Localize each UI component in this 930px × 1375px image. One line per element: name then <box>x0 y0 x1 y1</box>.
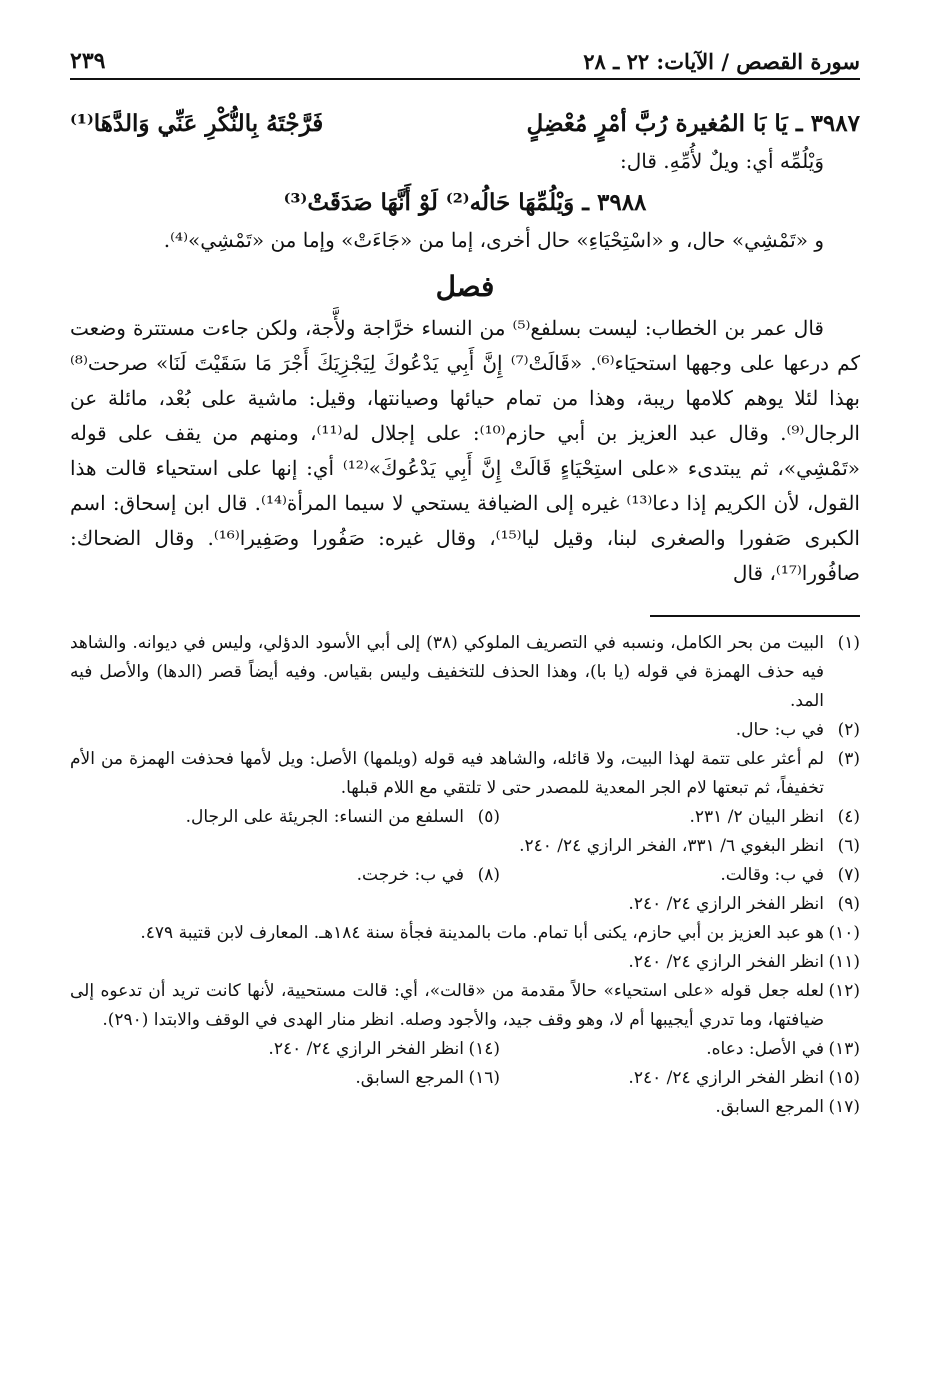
footnote <box>500 1035 860 1064</box>
footnote-number: (٢) <box>837 720 860 740</box>
footnote-text: انظر الفخر الرازي ٢٤/ ٢٤٠. <box>628 1068 824 1088</box>
page <box>70 40 860 1122</box>
page-header <box>70 40 860 80</box>
footnote <box>70 977 860 1035</box>
footnote-text: في ب: وقالت. <box>720 865 824 885</box>
footnote-text: في ب: خرجت. <box>356 865 464 885</box>
verse-3987-first-hemistich: ٣٩٨٧ ـ يَا بَا المُغيرة رُبَّ أمْرٍ مُعْضِلٍ <box>526 110 860 137</box>
footnote <box>70 1093 860 1122</box>
footnote-number: (١٠) <box>828 923 860 943</box>
footnote-pair <box>70 861 860 890</box>
footnote-number: (١٢) <box>828 981 860 1001</box>
footnote <box>70 716 860 745</box>
footnote-number: (١١) <box>828 952 860 972</box>
footnote-text: انظر الفخر الرازي ٢٤/ ٢٤٠. <box>628 952 824 972</box>
footnote-text: انظر الفخر الرازي ٢٤/ ٢٤٠. <box>268 1039 464 1059</box>
footnote <box>70 919 860 948</box>
footnote <box>70 832 860 861</box>
footnote-pair <box>70 803 860 832</box>
footnote <box>70 629 860 716</box>
verse-explanation: وَيْلُمِّه أي: ويلٌ لأُمِّهِ. قال: <box>619 149 824 173</box>
page-number: ٢٣٩ <box>70 48 106 74</box>
footnote <box>70 890 860 919</box>
running-title: سورة القصص / الآيات: ٢٢ ـ ٢٨ <box>583 49 860 74</box>
verse-3988: ٣٩٨٨ ـ وَيْلُمِّهَا حَالُه⁽²⁾ لَوْ أَنَّهَا صَدَقَتْ⁽³⁾ <box>283 189 647 216</box>
footnote <box>357 861 500 890</box>
footnote-number: (٩) <box>837 894 860 914</box>
footnote-number: (٦) <box>837 836 860 856</box>
footnote-text: لعله جعل قوله «على استحياء» حالاً مقدمة من «قالت»، أي: قالت مستحيية، لأنها كانت تريد أن تدعوه إلى ضيافتها، وما تدري أيجيبها أم لا، وهو وقف جيد، والأجود وصله. انظر منار الهدى في الوقف والابتدا (٢٩٠). <box>70 981 824 1030</box>
footnote-number: (٧) <box>837 865 860 885</box>
intro-paragraph: و «تَمْشِي» حال، و «اسْتِحْيَاءِ» حال أخرى، إما من «جَاءَتْ» وإما من «تَمْشِي»⁽⁴⁾. <box>163 228 824 252</box>
footnote <box>355 1064 500 1093</box>
footnote-text: المرجع السابق. <box>355 1068 464 1088</box>
verse-3987 <box>70 104 860 144</box>
footnote-text: هو عبد العزيز بن أبي حازم، يكنى أبا تمام. مات بالمدينة فجأة سنة ١٨٤هـ. المعارف لابن قتيبة ٤٧٩. <box>140 923 824 943</box>
footnote-number: (١٦) <box>468 1068 500 1088</box>
footnote-text: في ب: حال. <box>735 720 824 740</box>
footnote-number: (٨) <box>477 865 500 885</box>
footnote-text: انظر البيان ٢/ ٢٣١. <box>689 807 824 827</box>
footnote-number: (٣) <box>837 749 860 769</box>
footnote-number: (٥) <box>477 807 500 827</box>
footnote-divider <box>650 615 860 617</box>
footnote-text: انظر الفخر الرازي ٢٤/ ٢٤٠. <box>628 894 824 914</box>
footnote-number: (١٧) <box>828 1097 860 1117</box>
footnote-pair <box>70 1035 860 1064</box>
verse-3987-second-hemistich: فَرَّجْتَهُ بِالنُّكْرِ عَنِّي وَالدَّهَا⁽¹⁾ <box>70 110 324 137</box>
footnote-text: السلفع من النساء: الجريئة على الرجال. <box>185 807 464 827</box>
footnote <box>500 861 860 890</box>
footnote <box>500 803 860 832</box>
footnote-text: في الأصل: دعاه. <box>706 1039 824 1059</box>
footnote-text: لم أعثر على تتمة لهذا البيت، ولا قائله، والشاهد فيه قوله (ويلمها) الأصل: ويل لأمها فحذفت الهمزة من الأم تخفيفاً، ثم تبعتها لام الجر المعدية للمصدر حتى لا تلتقي مع اللام قبلها. <box>70 749 824 798</box>
footnote-number: (١٣) <box>828 1039 860 1059</box>
footnote-number: (٤) <box>837 807 860 827</box>
footnotes <box>70 629 860 1122</box>
footnote <box>268 1035 500 1064</box>
footnote-pair <box>70 1064 860 1093</box>
footnote-text: المرجع السابق. <box>715 1097 824 1117</box>
footnote <box>70 948 860 977</box>
section-title: فصل <box>435 270 495 303</box>
main-paragraph: قال عمر بن الخطاب: ليست بسلفع⁽⁵⁾ من النساء خرَّاجة ولأَّجة، ولكن جاءت مستترة وضعت كم درعها على وجهها استحيَاء⁽⁶⁾. «قَالَتْ⁽⁷⁾ إِنَّ أَبِي يَدْعُوكَ لِيَجْزِيَكَ أَجْرَ مَا سَقَيْتَ لَنَا» صرحت⁽⁸⁾ بهذا لئلا يوهم كلامها ريبة، وهذا من تمام حيائها وصيانتها، وقيل: ماشية على بُعْد، مائلة عن الرجال⁽⁹⁾. وقال عبد العزيز بن أبي حازم⁽¹⁰⁾: على إجلال له⁽¹¹⁾، ومنهم من يقف على قوله «تَمْشِي»، ثم يبتدىء «على استِحْيَاءٍ قَالَتْ إِنَّ أَبِي يَدْعُوكَ»⁽¹²⁾ أي: إنها على استحياء قالت هذا القول، لأن الكريم إذا دعا⁽¹³⁾ غيره إلى الضيافة يستحي لا سيما المرأة⁽¹⁴⁾. قال ابن إسحاق: اسم الكبرى صَفورا والصغرى لبنا، وقيل ليا⁽¹⁵⁾، وقال غيره: صَفُورا وصَفِيرا⁽¹⁶⁾. وقال الضحاك: صافُورا⁽¹⁷⁾، قال <box>70 316 860 585</box>
footnote-number: (١) <box>837 633 860 653</box>
footnote <box>70 745 860 803</box>
footnote <box>500 1064 860 1093</box>
footnote <box>186 803 500 832</box>
footnote-number: (١٤) <box>468 1039 500 1059</box>
footnote-number: (١٥) <box>828 1068 860 1088</box>
footnote-text: البيت من بحر الكامل، ونسبه في التصريف الملوكي (٣٨) إلى أبي الأسود الدؤلي، وليس في ديوانه. والشاهد فيه حذف الهمزة في قوله (يا با)، وهذا الحذف للتخفيف وليس بقياس. وفيه أيضاً قصر (الدها) والأصل فيه المد. <box>70 633 824 711</box>
footnote-text: انظر البغوي ٦/ ٣٣١، الفخر الرازي ٢٤/ ٢٤٠. <box>519 836 824 856</box>
